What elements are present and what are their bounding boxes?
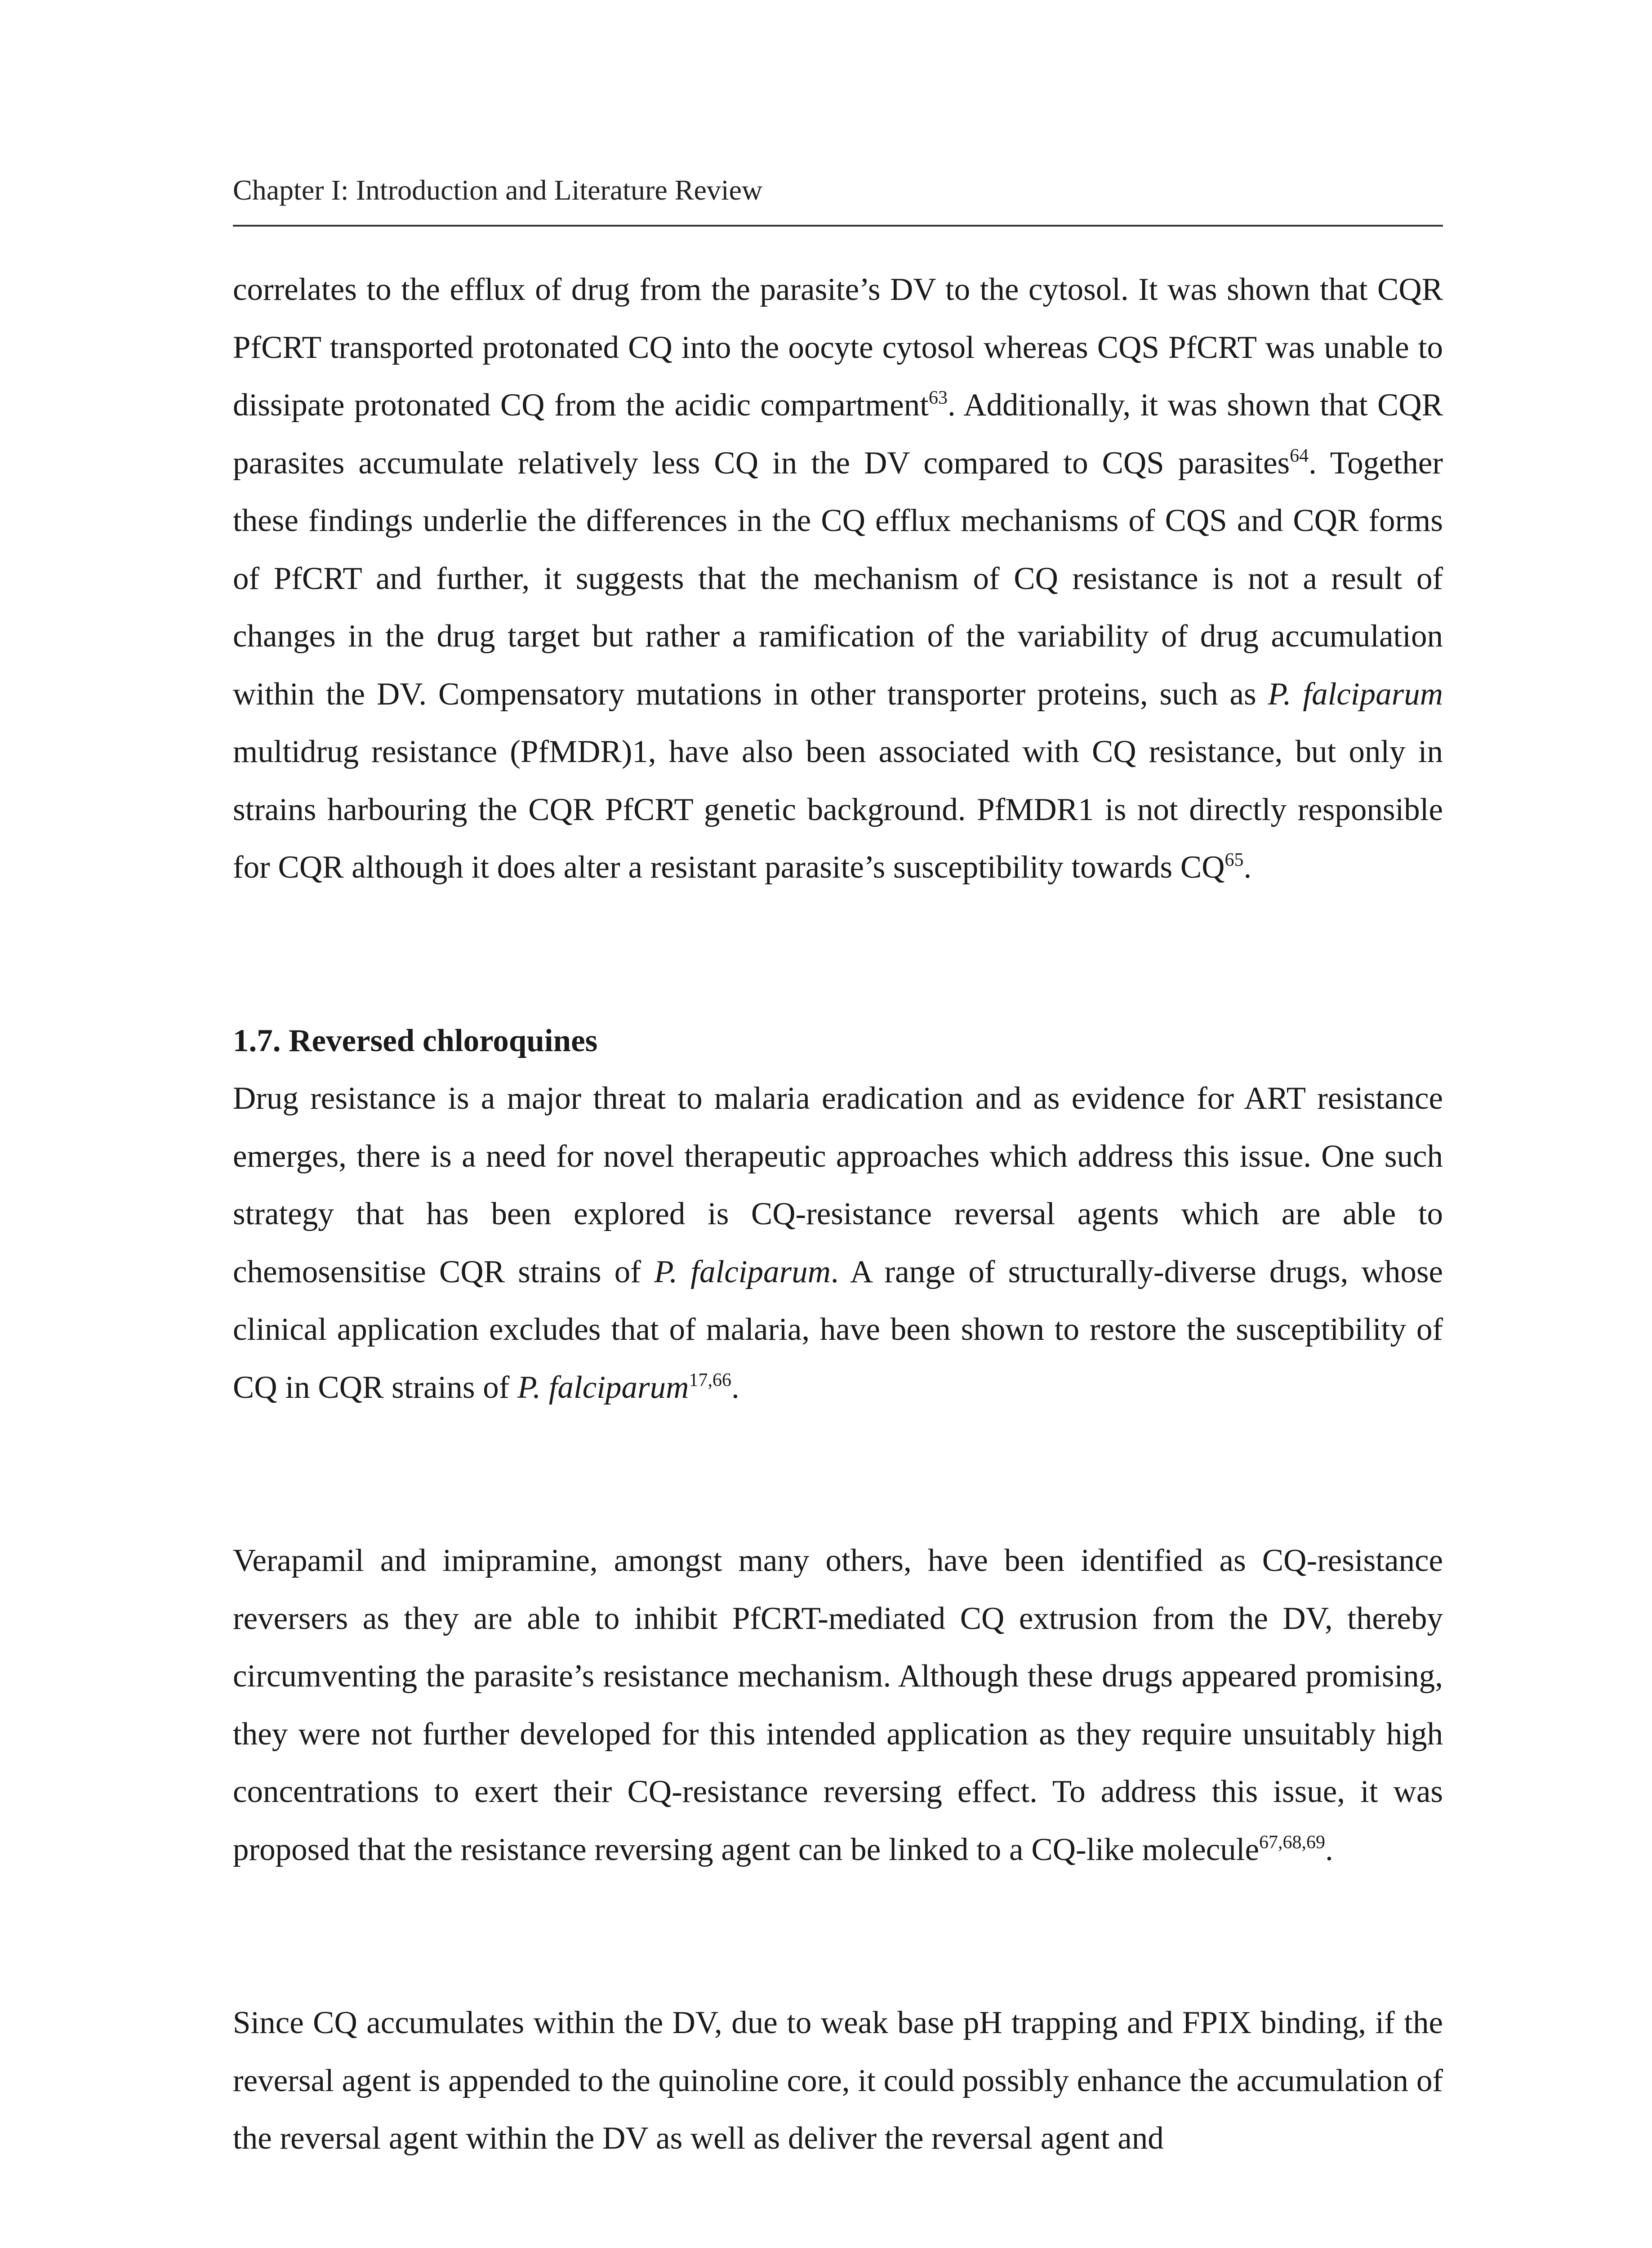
text-run: Drug resistance is a major threat to malaria eradication and as evidence for ART resistance emerges, there is a need for novel therapeutic approaches which address this issue. One such strategy that has been explored is CQ-resistance reversal agents which are able to chemosensitise CQR strains of (233, 1081, 1443, 1289)
section-heading: 1.7. Reversed chloroquines (233, 1023, 598, 1058)
species-name: P. falciparum (654, 1254, 831, 1289)
citation: 17,66 (689, 1369, 731, 1391)
text-run: . (1325, 1832, 1333, 1867)
text-run: . Additionally, it was shown that CQR parasites accumulate relatively less CQ in the DV compared to CQS parasites (233, 388, 1443, 481)
citation: 67,68,69 (1259, 1832, 1326, 1853)
text-run: correlates to the efflux of drug from the parasite’s DV to the cytosol. It was shown that CQR PfCRT transported protonated CQ into the oocyte cytosol whereas CQS PfCRT was unable to dissipate protonated CQ from the acidic compartment (233, 272, 1443, 423)
header-rule (233, 225, 1443, 227)
text-run: multidrug resistance (PfMDR)1, have also been associated with CQ resistance, but only in strains harbouring the CQR PfCRT genetic background. PfMDR1 is not directly responsible for CQR although it does alter a resistant parasite’s susceptibility towards CQ (233, 734, 1443, 885)
paragraph-verapamil (233, 1532, 1443, 1878)
text-run: Since CQ accumulates within the DV, due to weak base pH trapping and FPIX binding, if the reversal agent is appended to the quinoline core, it could possibly enhance the accumulation of the reversal agent within the DV as well as deliver the reversal agent and (233, 2005, 1443, 2156)
body-text (233, 261, 1443, 2168)
running-header: Chapter I: Introduction and Literature Review (233, 174, 763, 206)
text-run: . Together these findings underlie the differences in the CQ efflux mechanisms of CQS and CQR forms of PfCRT and further, it suggests that the mechanism of CQ resistance is not a result of changes in the drug target but rather a ramification of the variability of drug accumulation within the DV. Compensatory mutations in other transporter proteins, such as (233, 445, 1443, 712)
text-run: . A range of structurally-diverse drugs, whose clinical application excludes that of malaria, have been shown to restore the susceptibility of CQ in CQR strains of (233, 1254, 1443, 1405)
citation: 65 (1225, 849, 1244, 870)
species-name: P. falciparum (517, 1369, 689, 1405)
text-run: Verapamil and imipramine, amongst many others, have been identified as CQ-resistance reversers as they are able to inhibit PfCRT-mediated CQ extrusion from the DV, thereby circumventing the parasite’s resistance mechanism. Although these drugs appeared promising, they were not further developed for this intended application as they require unsuitably high concentrations to exert their CQ-resistance reversing effect. To address this issue, it was proposed that the resistance reversing agent can be linked to a CQ-like molecule (233, 1543, 1443, 1867)
text-run: . (1243, 850, 1252, 885)
text-run: . (731, 1369, 739, 1405)
citation: 64 (1290, 445, 1309, 466)
paragraph-accumulation (233, 1994, 1443, 2168)
paragraph-drug-resistance (233, 1070, 1443, 1416)
paragraph-efflux (233, 261, 1443, 897)
citation: 63 (928, 387, 948, 408)
species-name: P. falciparum (1268, 676, 1443, 712)
